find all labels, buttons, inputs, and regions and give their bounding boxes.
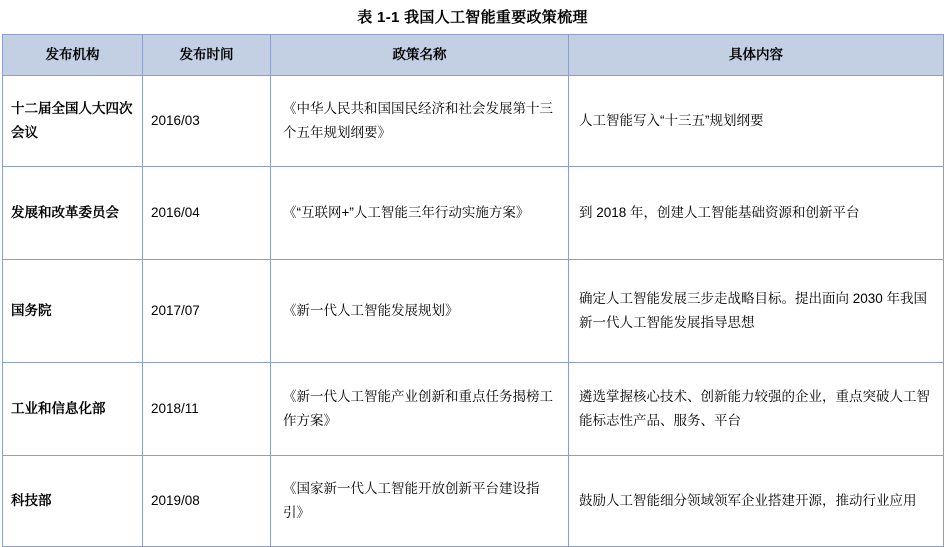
cell-detail: 遴选掌握核心技术、创新能力较强的企业，重点突破人工智能标志性产品、服务、平台 <box>569 363 944 456</box>
column-header-policy: 政策名称 <box>271 35 569 76</box>
column-header-agency: 发布机构 <box>3 35 143 76</box>
policy-table <box>2 34 944 547</box>
cell-date: 2016/03 <box>143 76 271 167</box>
cell-detail: 人工智能写入“十三五”规划纲要 <box>569 76 944 167</box>
cell-date: 2019/08 <box>143 456 271 547</box>
cell-date: 2017/07 <box>143 260 271 363</box>
cell-policy: 《新一代人工智能产业创新和重点任务揭榜工作方案》 <box>271 363 569 456</box>
table-row <box>3 363 944 456</box>
cell-policy: 《新一代人工智能发展规划》 <box>271 260 569 363</box>
table-header <box>3 35 944 76</box>
column-header-date: 发布时间 <box>143 35 271 76</box>
table-title: 表 1-1 我国人工智能重要政策梳理 <box>357 9 588 26</box>
cell-agency: 十二届全国人大四次会议 <box>3 76 143 167</box>
table-body <box>3 76 944 547</box>
cell-agency: 工业和信息化部 <box>3 363 143 456</box>
table-row <box>3 260 944 363</box>
cell-agency: 科技部 <box>3 456 143 547</box>
cell-date: 2016/04 <box>143 167 271 260</box>
cell-detail: 确定人工智能发展三步走战略目标。提出面向 2030 年我国新一代人工智能发展指导思想 <box>569 260 944 363</box>
table-row <box>3 167 944 260</box>
cell-detail: 到 2018 年，创建人工智能基础资源和创新平台 <box>569 167 944 260</box>
table-header-row <box>3 35 944 76</box>
table-row <box>3 76 944 167</box>
cell-agency: 国务院 <box>3 260 143 363</box>
cell-detail: 鼓励人工智能细分领域领军企业搭建开源，推动行业应用 <box>569 456 944 547</box>
cell-agency: 发展和改革委员会 <box>3 167 143 260</box>
column-header-detail: 具体内容 <box>569 35 944 76</box>
cell-date: 2018/11 <box>143 363 271 456</box>
cell-policy: 《中华人民共和国国民经济和社会发展第十三个五年规划纲要》 <box>271 76 569 167</box>
cell-policy: 《“互联网+”人工智能三年行动实施方案》 <box>271 167 569 260</box>
cell-policy: 《国家新一代人工智能开放创新平台建设指引》 <box>271 456 569 547</box>
table-row <box>3 456 944 547</box>
